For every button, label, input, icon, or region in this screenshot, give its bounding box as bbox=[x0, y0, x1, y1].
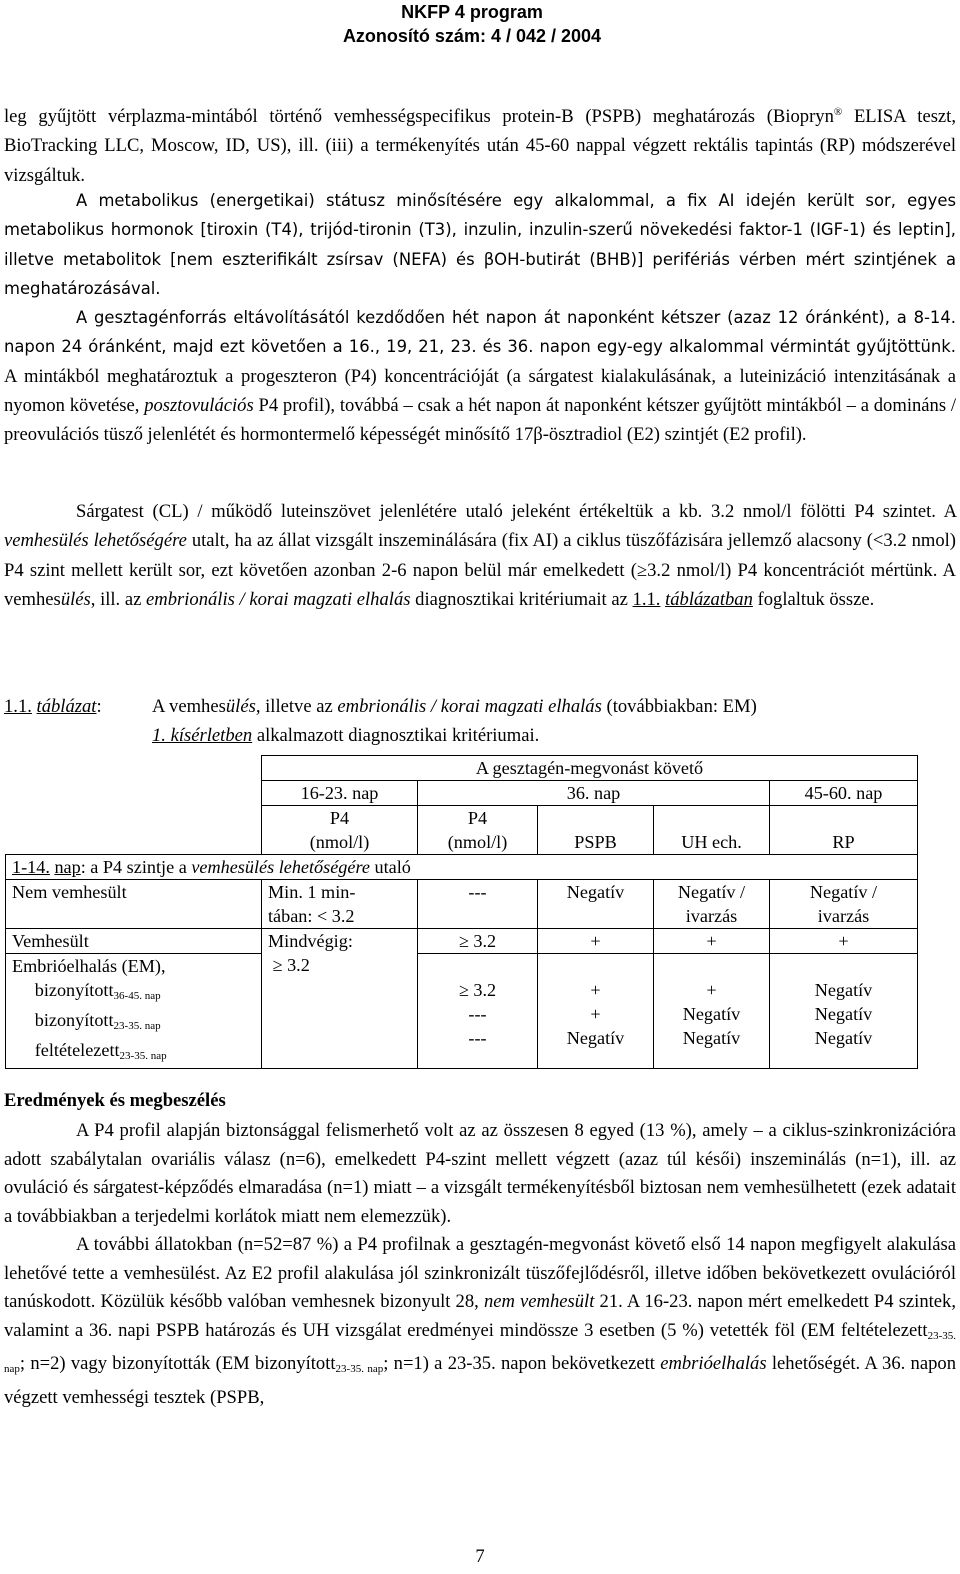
results-paragraph: A P4 profil alapján biztonsággal felismerhető volt az az összesen 8 egyed (13 %), amely – a ciklus-szinkronizációra adott szabálytalan ovariális válasz (n=6), emelkedett P4-szint mellett végzett (azaz túl késői) inszeminálás (n=1), ill. az ovuláció és sárgatest-képződés elmaradása (n=1) miatt – a vizsgált termékenyítésből biztosan nem vemhesülhetett (ezek adatait a továbbiakban a terjedelmi korlátok miatt nem elemezzük). A további állatokban (n=52=87 %) a P4 profilnak a gesztagén-megvonást követő első 14 napon megfigyelt alakulása lehetővé tette a vemhesülést. Az E2 profil alakulása jól szinkronizált tüszőfejlődésről, illetve időben bekövetkezett ovulációról tanúskodott. Közülük később valóban vemhesnek bizonyult 28, nem vemhesült 21. A 16-23. napon mért emelkedett P4 szintek, valamint a 36. napi PSPB határozás és UH vizsgálat eredményei mindössze 3 esetben (5 %) vetették föl (EM feltételezett$_{23-35. nap}$; n=2) vagy bizonyították (EM bizonyított$_{23-35. nap}$; n=1) a 23-35. napon bekövetkezett embrióelhalás lehetőségét. A 36. napon végzett vemhességi tesztek (PSPB, bbox=[4, 1120, 957, 1408]
header-program: NKFP 4 program bbox=[401, 2, 543, 22]
header-id: Azonosító szám: 4 / 042 / 2004 bbox=[342, 26, 602, 46]
page-number: 7 bbox=[475, 1546, 485, 1567]
metabolic-paragraph: A metabolikus (energetikai) státusz minősítésére egy alkalommal, a fix AI idején került sor, egyes metabolikus hormonok [tiroxin (T4), trijód-tironin (T3), inzulin, inzulin-szerű növekedési faktor-1 (IGF-1) és leptin], illetve metabolitok [nem eszterifikált zsírsav (NEFA) és βOH-butirát (BHB)] perifériás vérben mért szintjének a meghatározásával. A gesztagénforrás eltávolításától kezdődően hét napon át naponként kétszer (azaz 12 óránként), a 8-14. napon 24 óránként, majd ezt követően a 16., 19, 21, 23. és 36. napon egy-egy alkalommal vérmintát gyűjtöttünk. A mintákból meghatároztuk a progeszteron (P4) koncentrációját (a sárgatest kialakulásának, a luteinizáció intenzitásának a nyomon követése, posztovulációs P4 profil), továbbá – csak a hét napon át naponként kétszer gyűjtött mintákból – a domináns / preovulációs tüsző jelenlétét és hormontermelő képességét minősítő 17β-ösztradiol (E2) szintjét (E2 profil). bbox=[4, 191, 957, 446]
section-title: Eredmények és megbeszélés bbox=[4, 1090, 226, 1111]
cl-paragraph: Sárgatest (CL) / működő luteinszövet jelenlétére utaló jeleként értékeltük a kb. 3.2 nmol/l fölötti P4 szintet. A vemhesülés lehetőségére utalt, ha az állat vizsgált inszeminálására (fix AI) a ciklus tüszőfázisára jellemző alacsony (<3.2 nmol) P4 szint mellett került sor, ezt követően azonban 2-6 napon belül már emelkedett (≥3.2 nmol/l) P4 koncentrációt mértünk. A vemhesülés, ill. az embrionális / korai magzati elhalás diagnosztikai kritériumait az 1.1. táblázatban foglaltuk össze. bbox=[4, 501, 956, 610]
criteria-table: A gesztagén-megvonást követő 16-23. nap 36. nap 45-60. nap P4 (nmol/l) P4 (nmol/l) PSPB UH ech. RP 1-14. nap: a P4 szintje a vemhesülés lehetőségére utaló Nem vemhesült Min. 1 min- tában: < 3.2 --- Negatív Negatív / ivarzás Negatív / ivarzás Vemhesült Mindvégig: ≥ 3.2 ≥ 3.2 + + + Embrióelhalás (EM), bizonyított$_{36-45. nap}$ bizonyított$_{23-35. nap}$ feltételezett$_{23-35. nap}$ ≥ 3.2 --- --- + + Negatív + Negatív Negatív Negatív Negatív Negatív bbox=[5, 755, 918, 1069]
intro-paragraph: leg gyűjtött vérplazma-mintából történő vemhességspecifikus protein-B (PSPB) meghatározás (Biopryn® ELISA teszt, BioTracking LLC, Moscow, ID, US), ill. (iii) a termékenyítés után 45-60 nappal végzett rektális tapintás (RP) módszerével vizsgáltuk. bbox=[4, 106, 956, 186]
